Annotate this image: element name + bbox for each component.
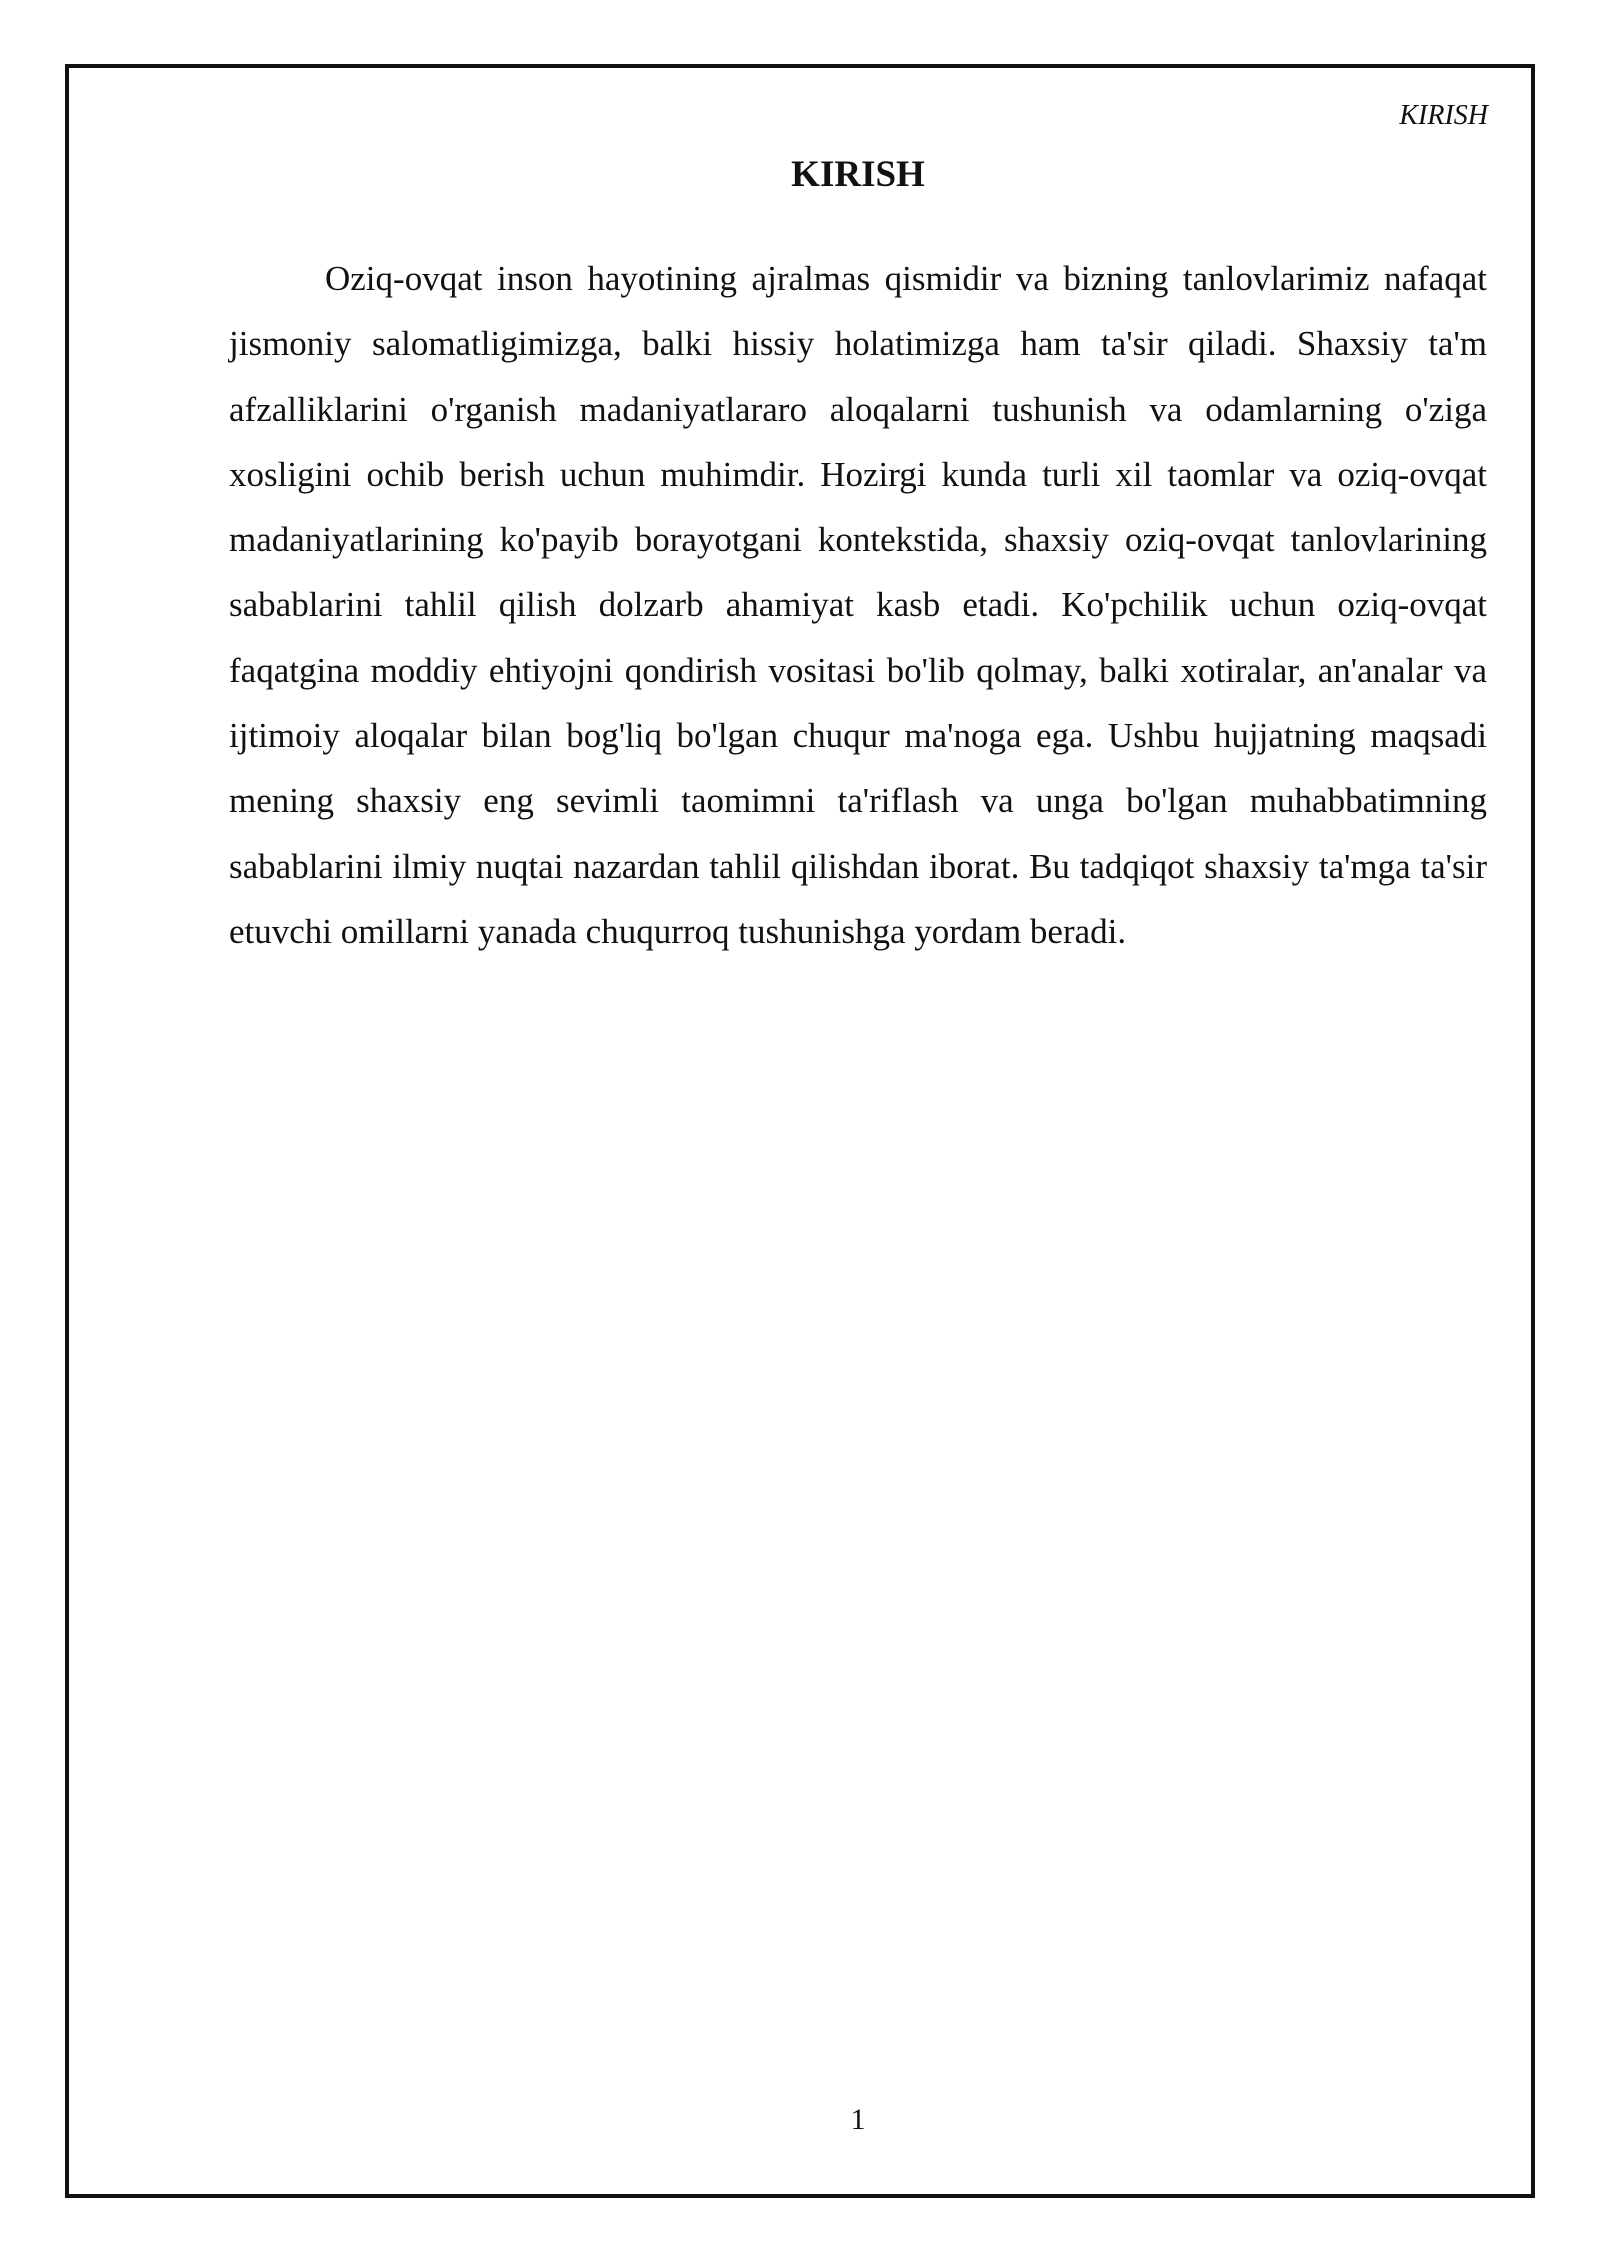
- running-header: KIRISH: [1399, 100, 1488, 131]
- section-title: KIRISH: [791, 154, 925, 195]
- page-number: 1: [850, 2103, 866, 2136]
- body-paragraph: Oziq-ovqat inson hayotining ajralmas qismidir va bizning tanlovlarimiz nafaqat jismoniy salomatligimizga, balki hissiy holatimizga ham ta'sir qiladi. Shaxsiy ta'm afzalliklarini o'rganish madaniyatlararo aloqalarni tushunish va odamlarning o'ziga xosligini ochib berish uchun muhimdir. Hozirgi kunda turli xil taomlar va oziq-ovqat madaniyatlarining ko'payib borayotgani kontekstida, shaxsiy oziq-ovqat tanlovlarining sabablarini tahlil qilish dolzarb ahamiyat kasb etadi. Ko'pchilik uchun oziq-ovqat faqatgina moddiy ehtiyojni qondirish vositasi bo'lib qolmay, balki xotiralar, an'analar va ijtimoiy aloqalar bilan bog'liq bo'lgan chuqur ma'noga ega. Ushbu hujjatning maqsadi mening shaxsiy eng sevimli taomimni ta'riflash va unga bo'lgan muhabbatimning sabablarini ilmiy nuqtai nazardan tahlil qilishdan iborat. Bu tadqiqot shaxsiy ta'mga ta'sir etuvchi omillarni yanada chuqurroq tushunishga yordam beradi.: [229, 259, 1487, 951]
